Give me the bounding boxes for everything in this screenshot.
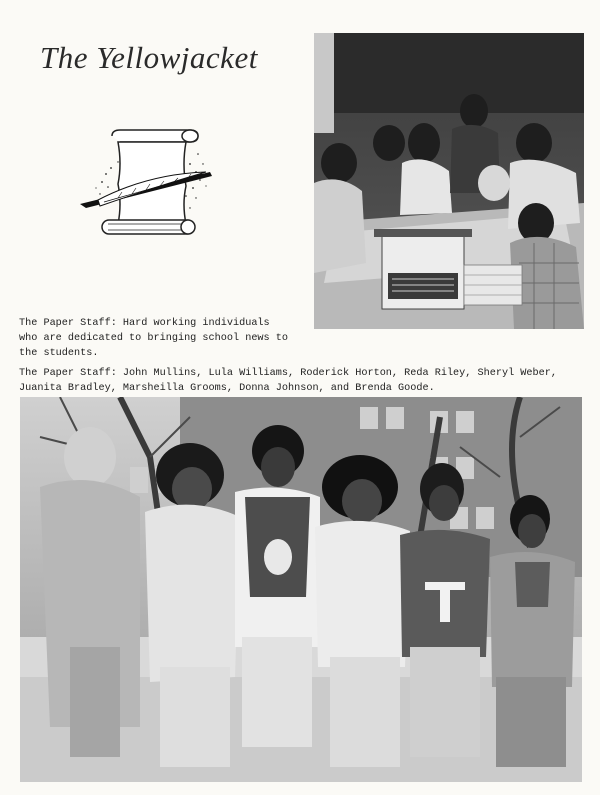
staff-at-typewriter-photo bbox=[314, 33, 584, 329]
photo-caption-top: The Paper Staff: Hard working individuals who are dedicated to bringing school news to the students. bbox=[19, 318, 288, 359]
staff-group-outdoor-photo bbox=[20, 397, 582, 782]
scroll-and-quill-icon bbox=[78, 124, 218, 246]
page-title: The Yellowjacket bbox=[40, 40, 258, 75]
photo-caption-bottom: The Paper Staff: John Mullins, Lula Williams, Roderick Horton, Reda Riley, Sheryl Weber, Juanita Bradley, Marsheilla Grooms, Donna Johnson, and Brenda Goode. bbox=[19, 368, 557, 394]
